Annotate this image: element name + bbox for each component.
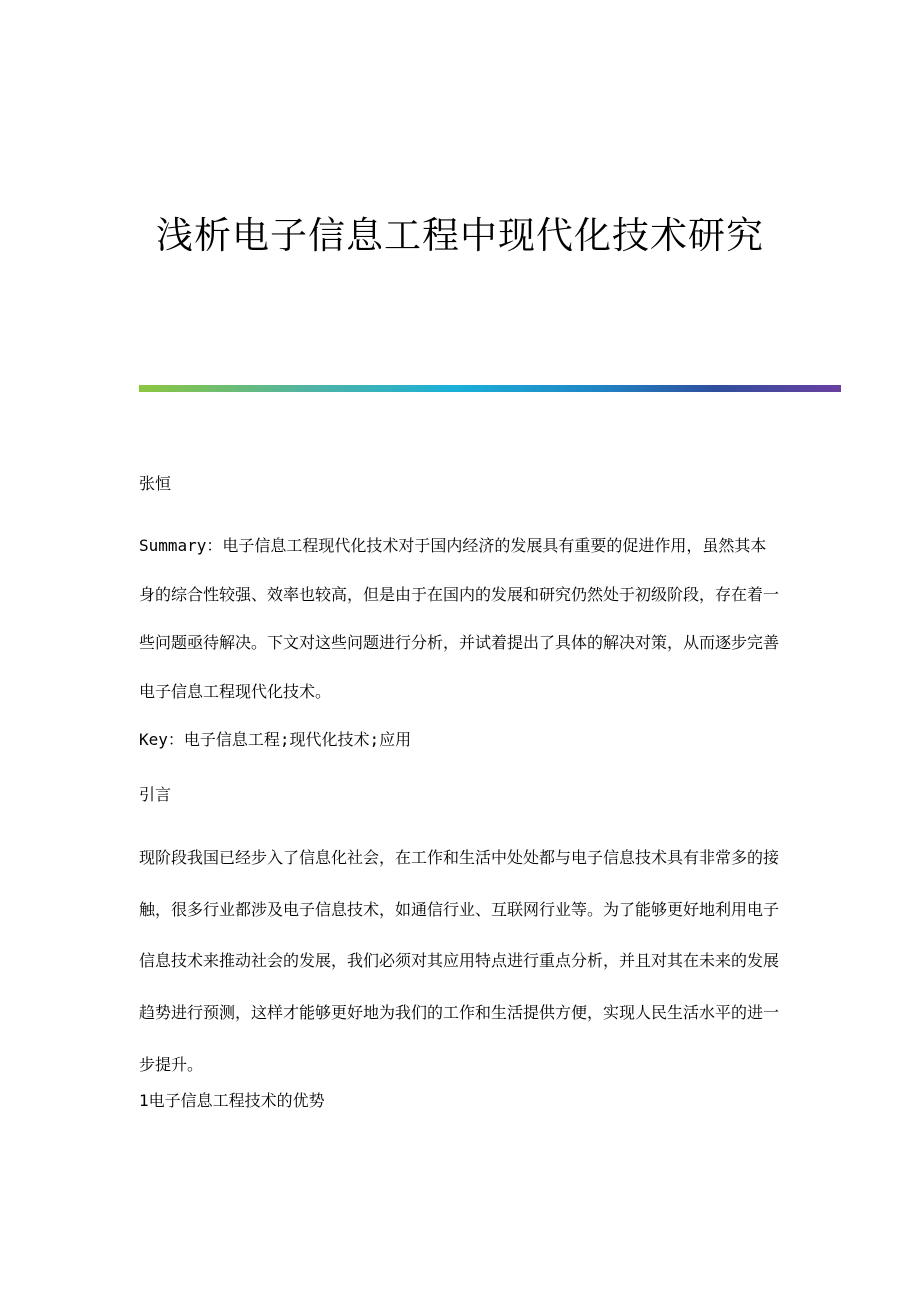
gradient-divider <box>139 385 841 392</box>
summary-paragraph: Summary：电子信息工程现代化技术对于国内经济的发展具有重要的促进作用，虽然其本身的综合性较强、效率也较高，但是由于在国内的发展和研究仍然处于初级阶段，存在着一些问题亟待解决。下文对这些问题进行分析，并试着提出了具体的解决对策，从而逐步完善电子信息工程现代化技术。 <box>139 536 780 701</box>
document-title: 浅析电子信息工程中现代化技术研究 <box>156 214 764 257</box>
keywords-line: Key：电子信息工程;现代化技术;应用 <box>139 730 412 749</box>
section-1-heading: 1电子信息工程技术的优势 <box>139 1091 325 1110</box>
intro-paragraph: 现阶段我国已经步入了信息化社会，在工作和生活中处处都与电子信息技术具有非常多的接触，很多行业都涉及电子信息技术，如通信行业、互联网行业等。为了能够更好地利用电子信息技术来推动社会的发展，我们必须对其应用特点进行重点分析，并且对其在未来的发展趋势进行预测，这样才能够更好地为我们的工作和生活提供方便，实现人民生活水平的进一步提升。 <box>139 848 780 1074</box>
author-name: 张恒 <box>139 474 172 493</box>
intro-heading: 引言 <box>139 785 172 804</box>
